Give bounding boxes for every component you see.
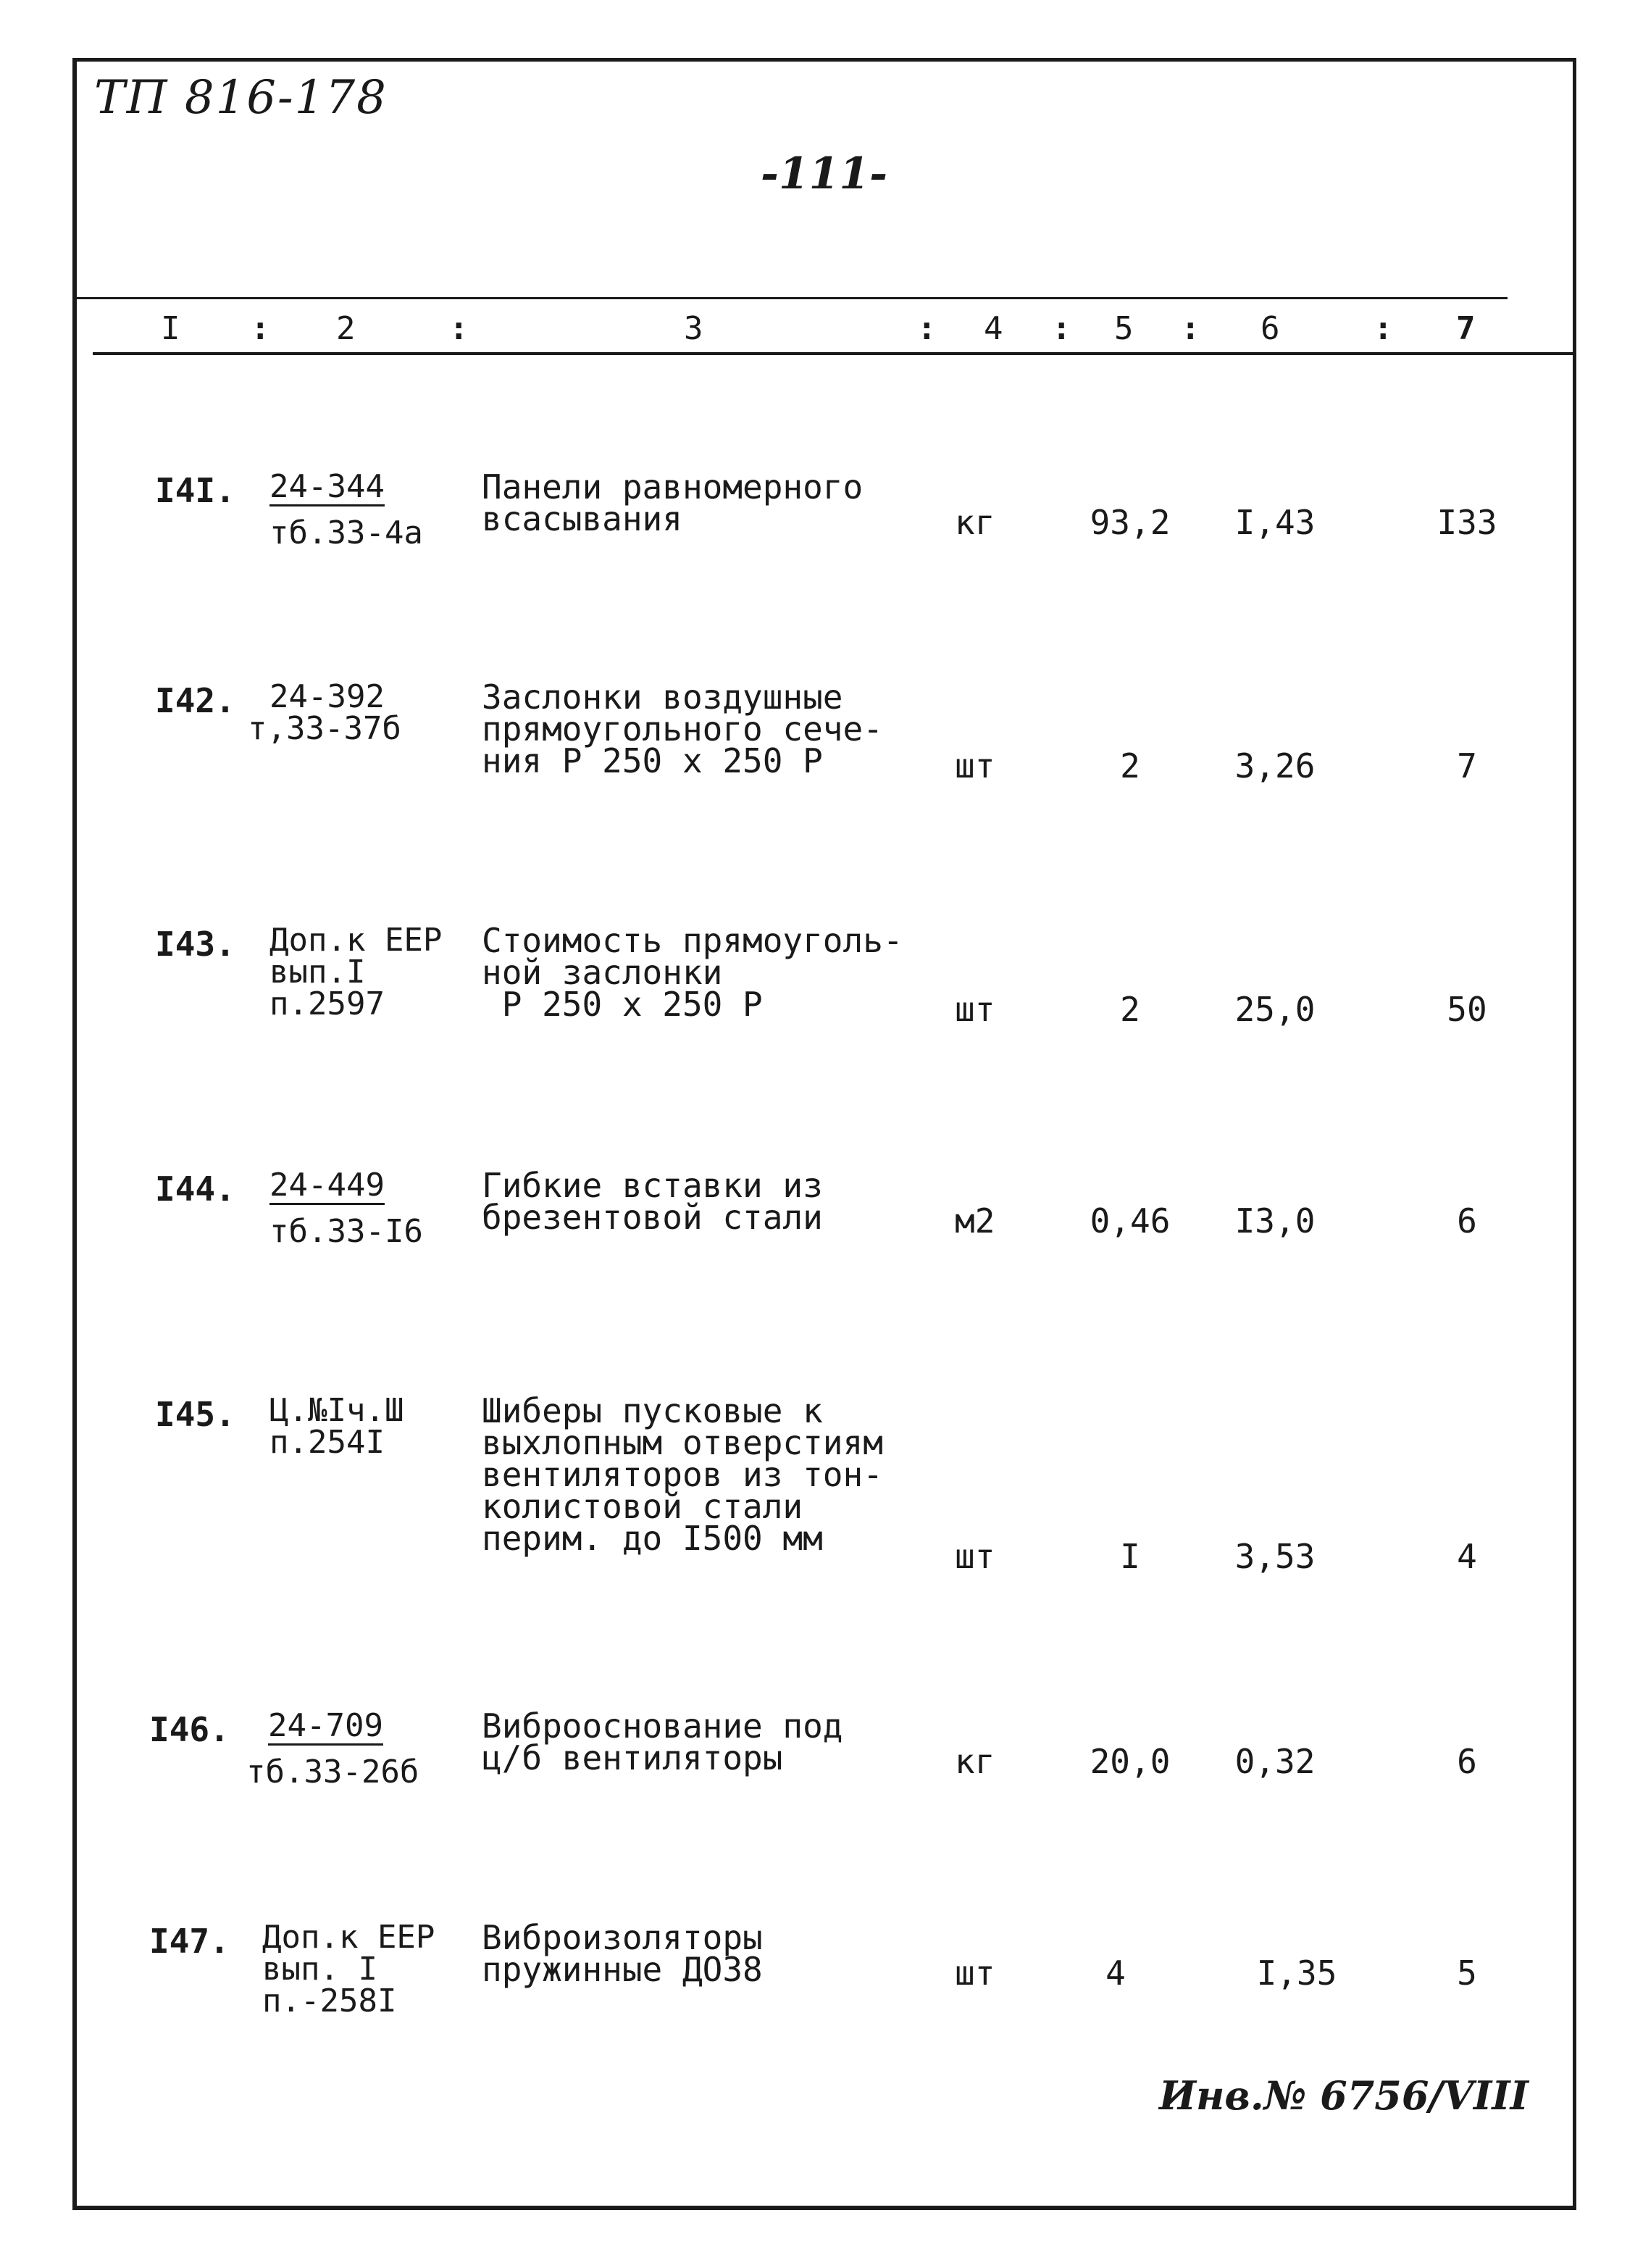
- row-code: Доп.к ЕЕР вып. I п.-258I: [262, 1919, 435, 2019]
- row-quantity: 0,46: [1090, 1201, 1171, 1241]
- column-header-3: 3: [684, 310, 703, 347]
- column-separator: :: [1374, 310, 1393, 347]
- row-quantity: 93,2: [1090, 503, 1171, 542]
- row-price: 3,53: [1234, 1537, 1316, 1576]
- row-sum: I33: [1437, 503, 1497, 542]
- row-quantity: 4: [1105, 1954, 1126, 1993]
- inventory-stamp: Инв.№ 6756/VIII: [1159, 2072, 1529, 2119]
- row-code: 24-709 тб.33-26б: [246, 1707, 419, 1790]
- column-header-7: 7: [1456, 310, 1476, 347]
- row-description: Виброизоляторы пружинные ДО38: [482, 1918, 763, 1989]
- row-code: Ц.№Iч.Ш п.254I: [269, 1392, 404, 1461]
- row-number: I44.: [155, 1170, 235, 1209]
- row-unit: шт: [955, 1537, 995, 1576]
- row-unit: кг: [955, 503, 995, 542]
- row-number: I42.: [155, 681, 235, 720]
- row-description: Шиберы пусковые к выхлопным отверстиям вентиляторов из тон- колистовой стали перим. до I500 мм: [482, 1391, 883, 1558]
- row-description: Гибкие вставки из брезентовой стали: [482, 1166, 823, 1237]
- row-quantity: 2: [1120, 746, 1140, 785]
- row-price: I3,0: [1234, 1201, 1316, 1241]
- page-number: -111-: [761, 149, 888, 199]
- row-unit: м2: [955, 1201, 995, 1241]
- row-sum: 7: [1457, 746, 1477, 785]
- row-description: Панели равномерного всасывания: [482, 467, 864, 538]
- row-number: I47.: [149, 1922, 230, 1961]
- row-quantity: I: [1120, 1537, 1140, 1576]
- row-sum: 5: [1457, 1954, 1477, 1993]
- column-header-5: 5: [1114, 310, 1134, 347]
- row-sum: 50: [1447, 990, 1487, 1029]
- row-quantity: 20,0: [1090, 1742, 1171, 1781]
- row-sum: 6: [1457, 1201, 1477, 1241]
- page-frame: [72, 58, 1576, 2210]
- column-separator: :: [1052, 310, 1071, 347]
- row-description: Виброоснование под ц/б вентиляторы: [482, 1706, 843, 1777]
- row-unit: шт: [955, 746, 995, 785]
- column-separator: :: [917, 310, 937, 347]
- column-header-2: 2: [336, 310, 356, 347]
- document-code: ТП 816-178: [94, 71, 388, 125]
- row-unit: шт: [955, 990, 995, 1029]
- row-price: 0,32: [1234, 1742, 1316, 1781]
- column-separator: :: [1181, 310, 1200, 347]
- row-code: Доп.к ЕЕР вып.I п.2597: [269, 922, 443, 1022]
- row-unit: шт: [955, 1954, 995, 1993]
- row-quantity: 2: [1120, 990, 1140, 1029]
- row-unit: кг: [955, 1742, 995, 1781]
- header-top-rule: [77, 297, 1508, 299]
- column-header-1: I: [161, 310, 180, 347]
- row-number: I46.: [149, 1710, 230, 1749]
- row-price: I,43: [1234, 503, 1316, 542]
- row-number: I4I.: [155, 471, 235, 510]
- row-sum: 4: [1457, 1537, 1477, 1576]
- row-description: Стоимость прямоуголь- ной заслонки Р 250 х 250 Р: [482, 921, 903, 1024]
- row-price: 25,0: [1234, 990, 1316, 1029]
- column-header-6: 6: [1261, 310, 1280, 347]
- row-price: 3,26: [1234, 746, 1316, 785]
- row-code: 24-344 тб.33-4а: [269, 468, 423, 551]
- row-description: Заслонки воздушные прямоугольного сече- ния Р 250 х 250 Р: [482, 678, 883, 780]
- row-code: 24-392 т,33-37б: [248, 678, 401, 747]
- row-number: I45.: [155, 1395, 235, 1434]
- column-separator: :: [449, 310, 469, 347]
- column-header-4: 4: [984, 310, 1003, 347]
- column-separator: :: [251, 310, 270, 347]
- row-sum: 6: [1457, 1742, 1477, 1781]
- header-bottom-rule: [93, 352, 1576, 355]
- row-price: I,35: [1256, 1954, 1337, 1993]
- row-code: 24-449 тб.33-I6: [269, 1167, 423, 1250]
- row-number: I43.: [155, 925, 235, 964]
